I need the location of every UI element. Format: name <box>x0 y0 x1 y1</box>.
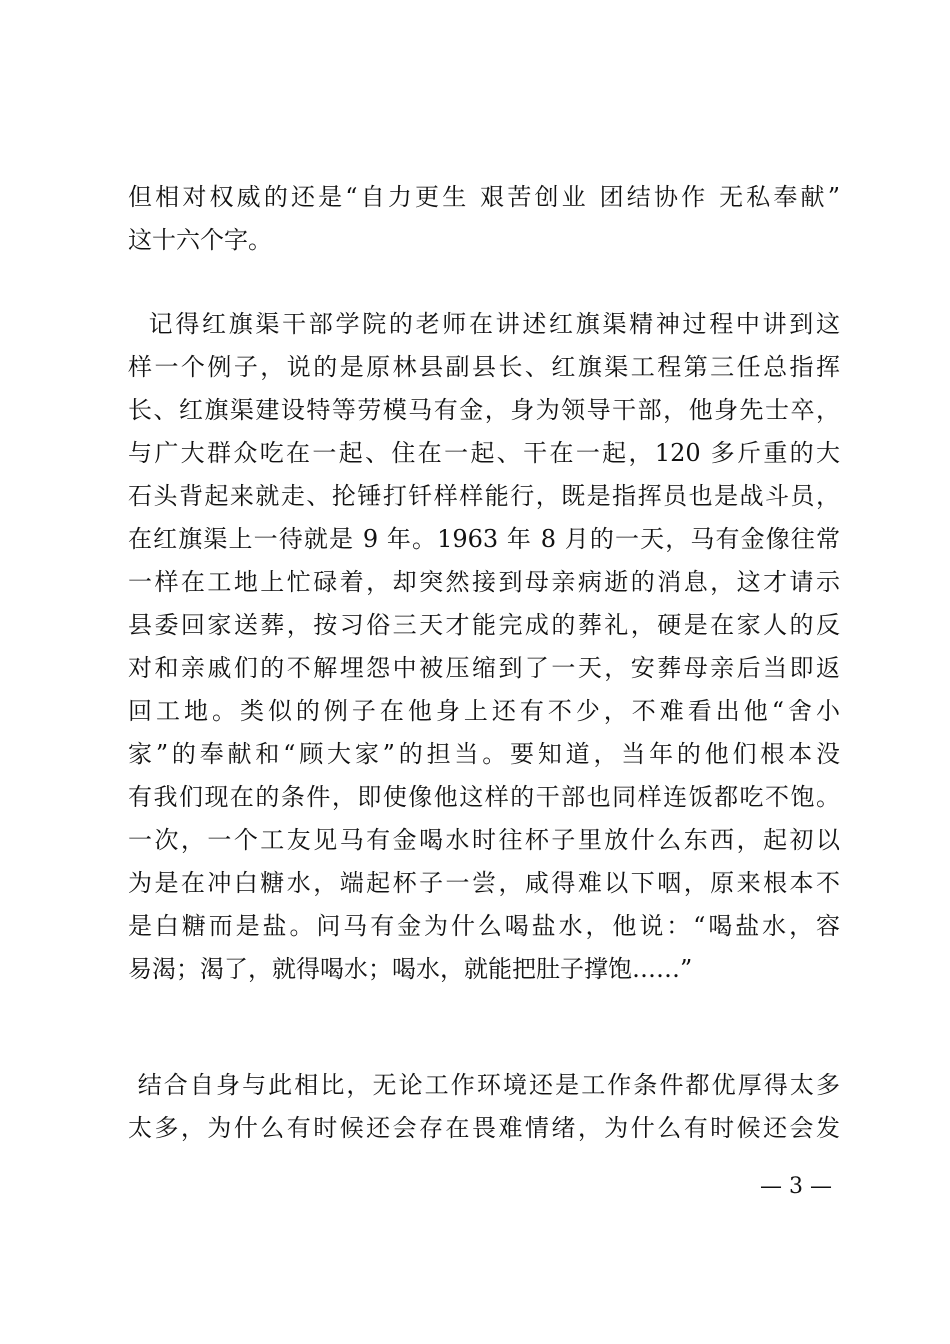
text-line: 家”的奉献和“顾大家”的担当。要知道，当年的他们根本没 <box>128 740 840 768</box>
text-line: 一次，一个工友见马有金喝水时往杯子里放什么东西，起初以 <box>128 826 840 854</box>
text-line: 易渴；渴了，就得喝水；喝水，就能把肚子撑饱……” <box>128 955 693 983</box>
text-line: 太多，为什么有时候还会存在畏难情绪，为什么有时候还会发 <box>128 1114 840 1142</box>
text-line: 对和亲戚们的不解埋怨中被压缩到了一天，安葬母亲后当即返 <box>128 654 840 682</box>
text-line: 记得红旗渠干部学院的老师在讲述红旗渠精神过程中讲到这 <box>128 310 840 338</box>
text-line: 为是在冲白糖水，端起杯子一尝，咸得难以下咽，原来根本不 <box>128 869 840 897</box>
text-line: 但相对权威的还是“自力更生 艰苦创业 团结协作 无私奉献” <box>128 183 840 211</box>
text-line: 一样在工地上忙碌着，却突然接到母亲病逝的消息，这才请示 <box>128 568 840 596</box>
text-line: 长、红旗渠建设特等劳模马有金，身为领导干部，他身先士卒， <box>128 396 840 424</box>
paragraph-3 <box>128 1064 840 1150</box>
text-line: 县委回家送葬，按习俗三天才能完成的葬礼，硬是在家人的反 <box>128 611 840 639</box>
text-line: 这十六个字。 <box>128 226 272 254</box>
text-line: 石头背起来就走、抡锤打钎样样能行，既是指挥员也是战斗员， <box>128 482 840 510</box>
paragraph-1 <box>128 176 840 262</box>
text-line: 样一个例子，说的是原林县副县长、红旗渠工程第三任总指挥 <box>128 353 840 381</box>
text-line: 在红旗渠上一待就是 9 年。1963 年 8 月的一天，马有金像往常 <box>128 525 840 553</box>
text-line: 与广大群众吃在一起、住在一起、干在一起，120 多斤重的大 <box>128 439 840 467</box>
text-line: 回工地。类似的例子在他身上还有不少，不难看出他“舍小 <box>128 697 840 725</box>
text-line: 结合自身与此相比，无论工作环境还是工作条件都优厚得太多 <box>128 1071 840 1099</box>
paragraph-2 <box>128 303 840 991</box>
text-line: 有我们现在的条件，即使像他这样的干部也同样连饭都吃不饱。 <box>128 783 840 811</box>
text-line: 是白糖而是盐。问马有金为什么喝盐水，他说：“喝盐水，容 <box>128 912 840 940</box>
page-number: — 3 — <box>760 1174 832 1199</box>
